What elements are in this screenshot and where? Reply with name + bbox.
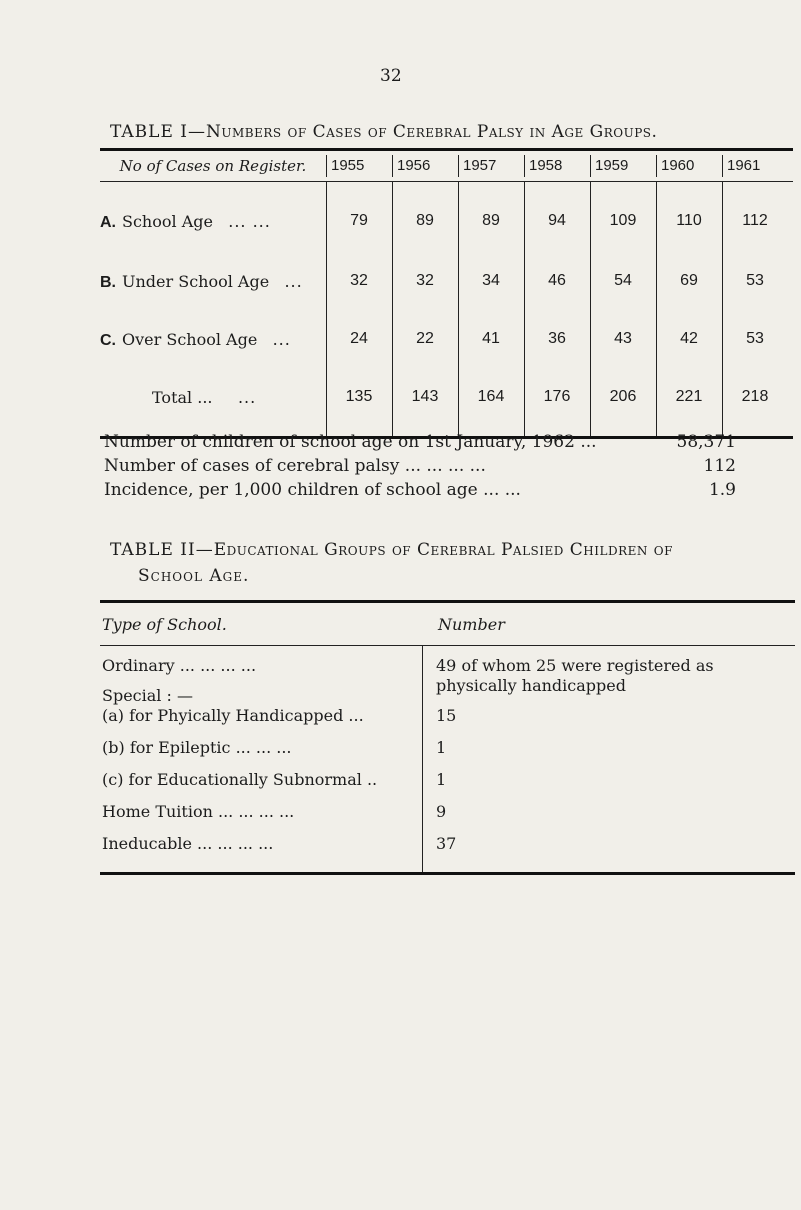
cell: 135 xyxy=(345,388,373,405)
school-number: 37 xyxy=(436,834,457,853)
summary-label: Number of children of school age on 1st January, 1962 ... xyxy=(104,432,597,452)
row-letter: C. xyxy=(100,332,116,349)
table-row xyxy=(100,330,793,350)
year-1961: 1961 xyxy=(722,155,788,177)
table1-body xyxy=(100,182,793,436)
table2-body xyxy=(100,646,795,872)
cell: 112 xyxy=(742,212,768,229)
col-number: Number xyxy=(438,614,505,634)
row-text: Under School Age xyxy=(122,272,270,291)
table1 xyxy=(100,148,793,439)
school-type: Special : — xyxy=(102,686,193,705)
school-type: Ordinary ... ... ... ... xyxy=(102,656,257,675)
table-row xyxy=(100,802,795,822)
col-type-of-school: Type of School. xyxy=(102,614,227,634)
leader-dots: ... xyxy=(284,272,303,291)
summary-value: 112 xyxy=(703,456,736,476)
cell: 32 xyxy=(350,272,368,289)
incidence-summary xyxy=(104,430,736,502)
leader-dots: ... ... xyxy=(228,212,271,231)
year-1957: 1957 xyxy=(458,155,524,177)
summary-line xyxy=(104,430,736,454)
summary-label: Number of cases of cerebral palsy ... ... ... ... xyxy=(104,456,486,476)
school-type: (b) for Epileptic ... ... ... xyxy=(102,738,292,757)
summary-value: 1.9 xyxy=(708,480,736,500)
cell: 79 xyxy=(350,212,368,229)
row-label xyxy=(100,272,326,292)
table2-title-rest: Educational Groups of Cerebral Palsied Children of xyxy=(213,540,673,560)
row-label xyxy=(100,212,326,232)
school-number: 9 xyxy=(436,802,447,821)
leader-dots: ... xyxy=(272,330,291,349)
table-row xyxy=(100,686,795,705)
school-number: 1 xyxy=(436,770,447,789)
cell: 36 xyxy=(548,330,566,347)
cell: 206 xyxy=(609,388,637,405)
cell: 164 xyxy=(477,388,505,405)
cell: 89 xyxy=(482,212,500,229)
year-1955: 1955 xyxy=(326,155,392,177)
cell: 43 xyxy=(614,330,632,347)
cell: 53 xyxy=(746,272,764,289)
school-number: 15 xyxy=(436,706,457,725)
cell: 42 xyxy=(680,330,698,347)
cell: 24 xyxy=(350,330,368,347)
page-number: 32 xyxy=(380,66,402,86)
school-type: Home Tuition ... ... ... ... xyxy=(102,802,295,821)
row-label xyxy=(100,388,326,407)
cell: 218 xyxy=(741,388,769,405)
row-letter: A. xyxy=(100,214,116,231)
summary-line xyxy=(104,454,736,478)
cell: 176 xyxy=(543,388,571,405)
cell: 32 xyxy=(416,272,434,289)
table-row xyxy=(100,770,795,790)
row-text: Total ... xyxy=(152,388,213,407)
year-1959: 1959 xyxy=(590,155,656,177)
cell: 41 xyxy=(482,330,500,347)
school-type: (c) for Educationally Subnormal .. xyxy=(102,770,378,789)
table-row xyxy=(100,738,795,758)
year-1960: 1960 xyxy=(656,155,722,177)
school-type: (a) for Phyically Handicapped ... xyxy=(102,706,364,725)
school-number: 1 xyxy=(436,738,447,757)
cell: 46 xyxy=(548,272,566,289)
cell: 94 xyxy=(548,212,566,229)
row-label xyxy=(100,330,326,350)
school-number: 49 of whom 25 were registered as physically handicapped xyxy=(436,656,714,695)
table2-title-line2: School Age. xyxy=(138,566,250,586)
year-1956: 1956 xyxy=(392,155,458,177)
table2-title-prefix: TABLE II— xyxy=(110,540,214,560)
table-row xyxy=(100,272,793,292)
cell: 110 xyxy=(676,212,702,229)
table1-header xyxy=(100,151,793,181)
row-text: School Age xyxy=(122,212,213,231)
school-type: Ineducable ... ... ... ... xyxy=(102,834,274,853)
table2-bottom-rule xyxy=(100,872,795,875)
row-text: Over School Age xyxy=(122,330,258,349)
row-letter: B. xyxy=(100,274,116,291)
cell: 89 xyxy=(416,212,434,229)
table1-title xyxy=(110,122,657,142)
table-row xyxy=(100,212,793,232)
cell: 53 xyxy=(746,330,764,347)
table1-title-rest: Numbers of Cases of Cerebral Palsy in Age Groups. xyxy=(206,122,658,142)
year-1958: 1958 xyxy=(524,155,590,177)
table2-title xyxy=(110,540,673,560)
table2 xyxy=(100,600,795,875)
table-row xyxy=(100,834,795,854)
cell: 221 xyxy=(675,388,703,405)
table1-header-label: No of Cases on Register. xyxy=(119,157,307,175)
cell: 109 xyxy=(609,212,637,229)
cell: 54 xyxy=(614,272,632,289)
table-row-total xyxy=(100,388,793,407)
cell: 143 xyxy=(411,388,439,405)
table-row xyxy=(100,706,795,726)
table2-header xyxy=(100,603,795,645)
summary-label: Incidence, per 1,000 children of school age ... ... xyxy=(104,480,521,500)
summary-line xyxy=(104,478,736,502)
table1-title-prefix: TABLE I— xyxy=(110,122,206,142)
cell: 34 xyxy=(482,272,500,289)
cell: 22 xyxy=(416,330,434,347)
summary-value: 58,371 xyxy=(676,432,736,452)
cell: 69 xyxy=(680,272,698,289)
leader-dots: ... xyxy=(237,388,257,407)
